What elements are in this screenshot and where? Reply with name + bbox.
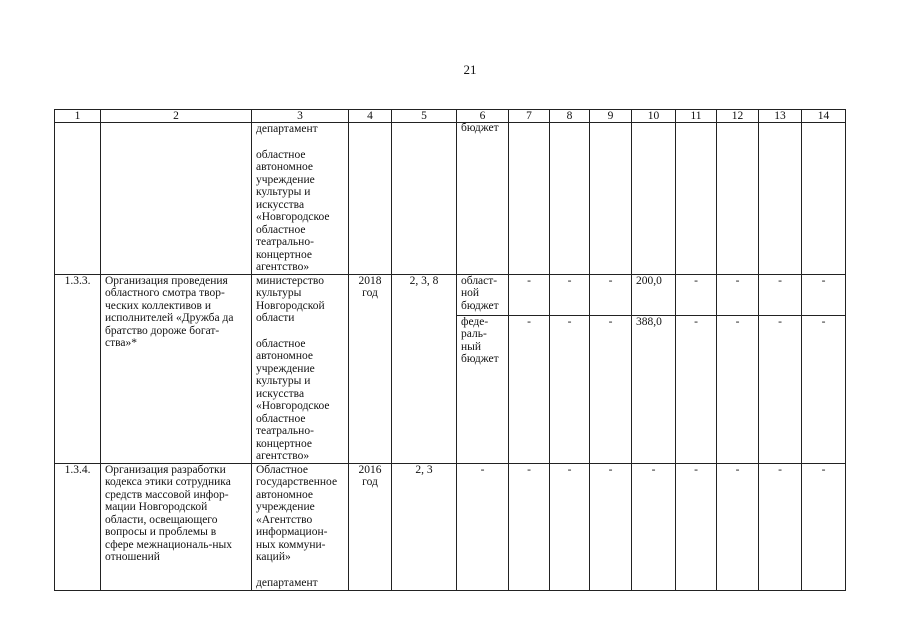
- column-header: 14: [802, 110, 846, 123]
- cell-value: -: [759, 463, 802, 590]
- cell-value: -: [550, 274, 590, 315]
- cell-targets: [392, 123, 457, 275]
- cell-value: 200,0: [632, 274, 676, 315]
- column-header: 4: [349, 110, 392, 123]
- column-header: 8: [550, 110, 590, 123]
- cell-targets: 2, 3, 8: [392, 274, 457, 463]
- cell-value: -: [717, 463, 759, 590]
- cell-year: 2018 год: [349, 274, 392, 463]
- cell-year: 2016 год: [349, 463, 392, 590]
- executor-text: Областное государственное автономное учреждение «Агентство информацион-ных коммуни-каций»: [256, 463, 338, 563]
- cell-funding: -: [457, 463, 509, 590]
- executor-text: областное автономное учреждение культуры и искусства «Новгородское областное театрально-концертное агентство»: [256, 337, 330, 462]
- executor-text: департамент: [256, 123, 318, 135]
- table-row-continuation: [55, 123, 846, 275]
- cell-executor: [252, 463, 349, 590]
- cell-value: -: [590, 315, 632, 463]
- cell-value: -: [717, 274, 759, 315]
- column-header: 1: [55, 110, 101, 123]
- cell-num: [55, 123, 101, 275]
- program-table: [54, 109, 846, 591]
- cell-value: -: [676, 274, 717, 315]
- cell-value: -: [802, 315, 846, 463]
- cell-value: -: [509, 274, 550, 315]
- cell-value: -: [759, 274, 802, 315]
- cell-value: -: [717, 315, 759, 463]
- cell-name: Организация проведения областного смотра твор-ческих коллективов и исполнителей «Дружба да братство дороже богат-ства»*: [101, 274, 252, 463]
- cell-funding: област-ной бюджет: [457, 274, 509, 315]
- cell-value: -: [632, 463, 676, 590]
- cell-num: 1.3.3.: [55, 274, 101, 463]
- column-header: 11: [676, 110, 717, 123]
- column-header: 12: [717, 110, 759, 123]
- column-header: 5: [392, 110, 457, 123]
- cell-executor: [252, 274, 349, 463]
- executor-text: департамент: [256, 576, 318, 589]
- cell-name: [101, 123, 252, 275]
- cell-value: -: [759, 315, 802, 463]
- column-header: 13: [759, 110, 802, 123]
- column-header: 3: [252, 110, 349, 123]
- cell-value: -: [509, 463, 550, 590]
- cell-value: -: [550, 315, 590, 463]
- cell-value: -: [590, 463, 632, 590]
- table-row: [55, 463, 846, 590]
- cell-value: -: [676, 463, 717, 590]
- cell-value: 388,0: [632, 315, 676, 463]
- column-header: 7: [509, 110, 550, 123]
- cell-value: -: [802, 274, 846, 315]
- cell-value: -: [590, 274, 632, 315]
- column-header: 2: [101, 110, 252, 123]
- cell-targets: 2, 3: [392, 463, 457, 590]
- column-header: 9: [590, 110, 632, 123]
- executor-text: министерство культуры Новгородской области: [256, 274, 325, 324]
- header-row: [55, 110, 846, 123]
- cell-value: -: [676, 315, 717, 463]
- cell-value: -: [550, 463, 590, 590]
- cell-name: Организация разработки кодекса этики сотрудника средств массовой инфор-мации Новгородской области, освещающего вопросы и проблемы в сфере межнациональ-ных отношений: [101, 463, 252, 590]
- cell-executor: [252, 123, 349, 275]
- executor-text: областное автономное учреждение культуры и искусства «Новгородское областное театрально-концертное агентство»: [256, 148, 330, 273]
- cell-value: -: [802, 463, 846, 590]
- cell-funding: феде-раль-ный бюджет: [457, 315, 509, 463]
- page-number: 21: [463, 62, 477, 77]
- cell-year: [349, 123, 392, 275]
- cell-value: -: [509, 315, 550, 463]
- column-header: 10: [632, 110, 676, 123]
- cell-funding: бюджет: [457, 123, 509, 275]
- cell-num: 1.3.4.: [55, 463, 101, 590]
- column-header: 6: [457, 110, 509, 123]
- table-row: [55, 274, 846, 315]
